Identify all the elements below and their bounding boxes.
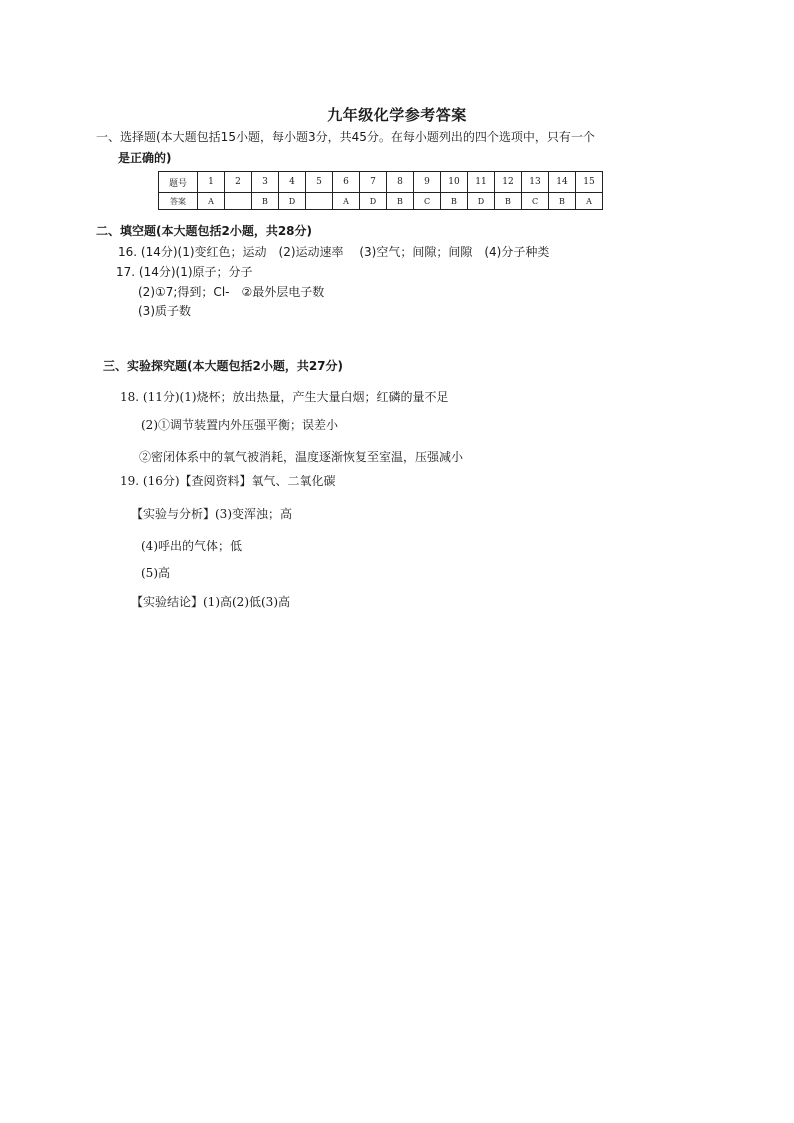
answer-cell (306, 193, 333, 210)
answer-cell: A (333, 193, 360, 210)
answer-cell: D (279, 193, 306, 210)
question-number-cell: 5 (306, 172, 333, 193)
answer-cell: D (468, 193, 495, 210)
answer-table-number-row (159, 172, 603, 193)
question-number-cell: 2 (225, 172, 252, 193)
question-number-label: 题号 (159, 172, 198, 193)
question-number-cell: 8 (387, 172, 414, 193)
question-number-cell: 10 (441, 172, 468, 193)
question-number-cell: 13 (522, 172, 549, 193)
answer-q17-part3: (3)质子数 (138, 304, 191, 318)
answer-cell: B (387, 193, 414, 210)
question-number-cell: 14 (549, 172, 576, 193)
answer-q19-part2: 【实验与分析】(3)变浑浊；高 (131, 507, 292, 521)
question-number-cell: 15 (576, 172, 603, 193)
answer-cell: C (414, 193, 441, 210)
question-number-cell: 1 (198, 172, 225, 193)
section1-instructions-line1: 一、选择题(本大题包括15小题，每小题3分，共45分。在每小题列出的四个选项中，只有一个 (96, 130, 595, 144)
question-number-cell: 11 (468, 172, 495, 193)
question-number-cell: 12 (495, 172, 522, 193)
section2-heading: 二、填空题(本大题包括2小题，共28分) (96, 224, 313, 238)
question-number-cell: 6 (333, 172, 360, 193)
question-number-cell: 3 (252, 172, 279, 193)
page-title: 九年级化学参考答案 (327, 106, 467, 124)
answer-table-answer-row (159, 193, 603, 210)
section1-instructions-line2: 是正确的) (118, 151, 172, 165)
question-number-cell: 7 (360, 172, 387, 193)
answer-cell: A (576, 193, 603, 210)
answer-q18-part1: 18. (11分)(1)烧杯；放出热量，产生大量白烟；红磷的量不足 (120, 390, 449, 404)
answer-q16: 16. (14分)(1)变红色；运动 (2)运动速率 (3)空气；间隙；间隙 (4)分子种类 (118, 245, 550, 259)
answer-q18-part2: (2)①调节装置内外压强平衡；误差小 (141, 418, 338, 432)
answer-cell (225, 193, 252, 210)
answer-q19-part5: 【实验结论】(1)高(2)低(3)高 (131, 595, 290, 609)
answer-q17-part1: 17. (14分)(1)原子；分子 (116, 265, 253, 279)
answer-cell: B (495, 193, 522, 210)
question-number-cell: 4 (279, 172, 306, 193)
answer-q19-part1: 19. (16分)【查阅资料】氧气、二氧化碳 (120, 474, 336, 488)
question-number-cell: 9 (414, 172, 441, 193)
answer-table (158, 171, 603, 210)
answer-cell: B (549, 193, 576, 210)
answer-cell: B (441, 193, 468, 210)
answer-cell: C (522, 193, 549, 210)
answer-q18-part3: ②密闭体系中的氧气被消耗，温度逐渐恢复至室温，压强减小 (139, 450, 464, 464)
answer-q17-part2: (2)①7;得到；Cl- ②最外层电子数 (138, 285, 325, 299)
answer-q19-part3: (4)呼出的气体；低 (141, 539, 242, 553)
answer-cell: A (198, 193, 225, 210)
answer-q19-part4: (5)高 (141, 566, 170, 580)
answer-cell: B (252, 193, 279, 210)
answer-cell: D (360, 193, 387, 210)
answer-label: 答案 (159, 193, 198, 210)
section3-heading: 三、实验探究题(本大题包括2小题，共27分) (103, 359, 344, 373)
